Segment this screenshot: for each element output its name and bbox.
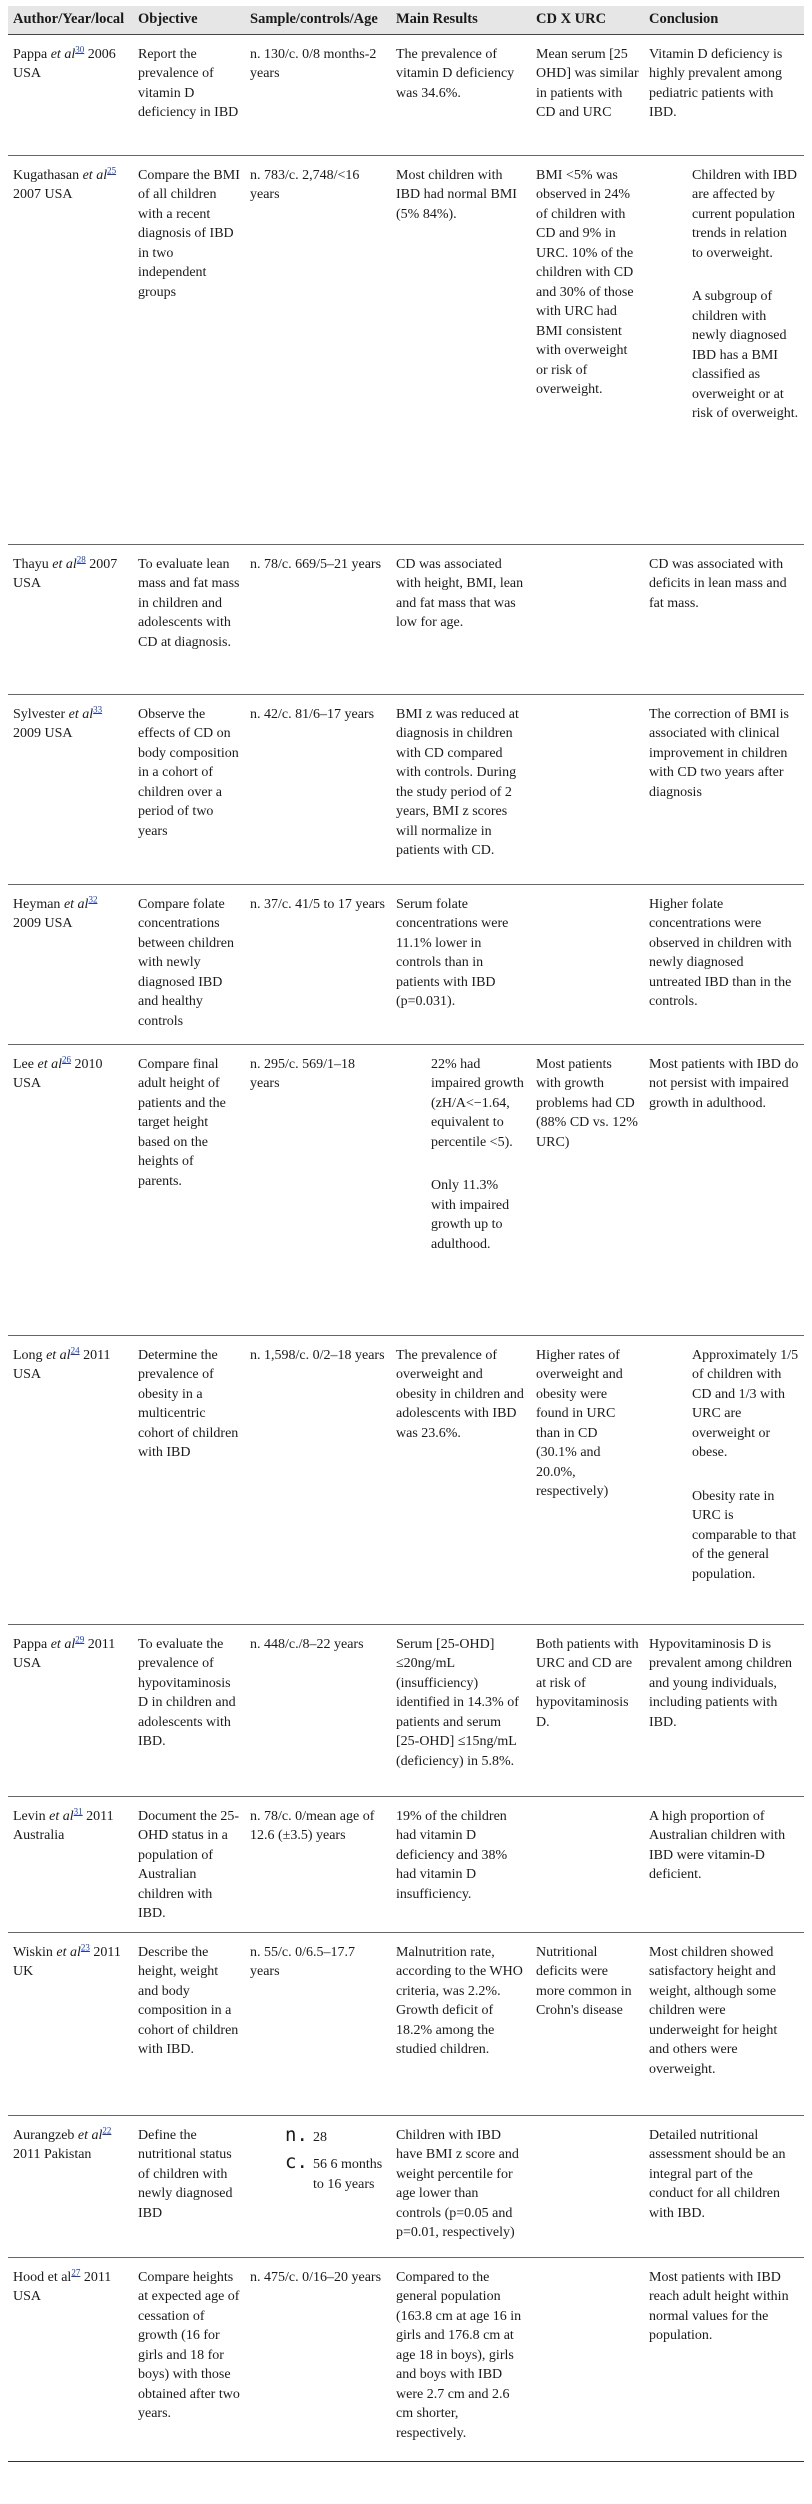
cell-cd-x-urc — [531, 2257, 644, 2461]
reference-link[interactable]: 23 — [80, 1941, 90, 1952]
studies-table — [8, 6, 804, 2462]
reference-link[interactable]: 31 — [73, 1805, 83, 1816]
cell-cd-x-urc — [531, 2115, 644, 2257]
cell-author: Thayu et al$^{28}$ 2007 USA — [8, 544, 133, 694]
cell-sample: n. 783/c. 2,748/<16 years — [245, 155, 391, 544]
cell-author: Aurangzeb et al$^{22}$ 2011 Pakistan — [8, 2115, 133, 2257]
cell-author: Hood et al$^{27}$ 2011 USA — [8, 2257, 133, 2461]
cell-sample: n. 475/c. 0/16–20 years — [245, 2257, 391, 2461]
cell-conclusion — [644, 1335, 804, 1624]
cell-results: CD was associated with height, BMI, lean and fat mass that was low for age. — [391, 544, 531, 694]
sample-n-value: 28 — [313, 2129, 327, 2145]
sample-n-line — [285, 2123, 386, 2148]
cell-results: Children with IBD have BMI z score and weight percentile for age lower than controls (p=0.05 and p=0.01, respectively) — [391, 2115, 531, 2257]
cell-cd-x-urc: Both patients with URC and CD are at risk of hypovitaminosis D. — [531, 1624, 644, 1796]
results-paragraph: 22% had impaired growth (zH/A<−1.64, equivalent to percentile <5). — [431, 1056, 524, 1150]
cell-sample: n. 295/c. 569/1–18 years — [245, 1044, 391, 1335]
cell-objective: Describe the height, weight and body composition in a cohort of children with IBD. — [133, 1932, 245, 2115]
cell-objective: Compare final adult height of patients and the target height based on the heights of parents. — [133, 1044, 245, 1335]
conclusion-paragraph: A subgroup of children with newly diagnosed IBD has a BMI classified as overweight or at risk of overweight. — [692, 289, 799, 421]
cell-objective: Define the nutritional status of children with newly diagnosed IBD — [133, 2115, 245, 2257]
cell-conclusion: The correction of BMI is associated with clinical improvement in children with CD two years after diagnosis — [644, 694, 804, 884]
reference-link[interactable]: 28 — [76, 553, 86, 564]
cell-author: Lee et al$^{26}$ 2010 USA — [8, 1044, 133, 1335]
header-cd-x-urc: CD X URC — [531, 6, 644, 34]
cell-objective: Observe the effects of CD on body composition in a cohort of children over a period of two years — [133, 694, 245, 884]
cell-sample: n. 448/c./8–22 years — [245, 1624, 391, 1796]
cell-author: Levin et al$^{31}$ 2011 Australia — [8, 1796, 133, 1932]
reference-link[interactable]: 33 — [93, 703, 103, 714]
cell-results: 19% of the children had vitamin D deficiency and 38% had vitamin D insufficiency. — [391, 1796, 531, 1932]
cell-conclusion: Hypovitaminosis D is prevalent among children and young individuals, including patients with IBD. — [644, 1624, 804, 1796]
cell-results: Serum folate concentrations were 11.1% lower in controls than in patients with IBD (p=0.031). — [391, 884, 531, 1044]
cell-objective: To evaluate lean mass and fat mass in children and adolescents with CD at diagnosis. — [133, 544, 245, 694]
cell-results: Compared to the general population (163.8 cm at age 16 in girls and 176.8 cm at age 18 in boys), girls and boys with IBD were 2.7 cm and 2.6 cm shorter, respectively. — [391, 2257, 531, 2461]
cell-results: Malnutrition rate, according to the WHO criteria, was 2.2%. Growth deficit of 18.2% among the studied children. — [391, 1932, 531, 2115]
cell-conclusion: CD was associated with deficits in lean mass and fat mass. — [644, 544, 804, 694]
table-row — [8, 155, 804, 544]
table-row — [8, 1624, 804, 1796]
header-conclusion: Conclusion — [644, 6, 804, 34]
cell-sample — [245, 2115, 391, 2257]
cell-cd-x-urc — [531, 884, 644, 1044]
header-author: Author/Year/local — [8, 6, 133, 34]
conclusion-paragraph: Children with IBD are affected by current population trends in relation to overweight. — [692, 167, 797, 261]
conclusion-paragraph: Obesity rate in URC is comparable to that of the general population. — [692, 1488, 797, 1582]
header-sample: Sample/controls/Age — [245, 6, 391, 34]
reference-link[interactable]: 26 — [61, 1053, 71, 1064]
cell-conclusion: Most children showed satisfactory height and weight, although some children were underweight for height and others were overweight. — [644, 1932, 804, 2115]
reference-link[interactable]: 27 — [71, 2266, 81, 2277]
cell-conclusion: Detailed nutritional assessment should be an integral part of the conduct for all children with IBD. — [644, 2115, 804, 2257]
cell-cd-x-urc: BMI <5% was observed in 24% of children with CD and 9% in URC. 10% of the children with CD and 30% of those with URC had BMI consistent with overweight or risk of overweight. — [531, 155, 644, 544]
table-row — [8, 1932, 804, 2115]
cell-conclusion: Most patients with IBD reach adult height within normal values for the population. — [644, 2257, 804, 2461]
sample-n-marker: n. — [285, 2123, 308, 2146]
cell-objective: Determine the prevalence of obesity in a multicentric cohort of children with IBD — [133, 1335, 245, 1624]
reference-link[interactable]: 29 — [75, 1633, 85, 1644]
cell-cd-x-urc: Nutritional deficits were more common in Crohn's disease — [531, 1932, 644, 2115]
table-row — [8, 34, 804, 155]
cell-author: Pappa et al$^{29}$ 2011 USA — [8, 1624, 133, 1796]
table-row — [8, 1796, 804, 1932]
table-row — [8, 1335, 804, 1624]
cell-objective: Compare the BMI of all children with a recent diagnosis of IBD in two independent groups — [133, 155, 245, 544]
cell-conclusion: Higher folate concentrations were observed in children with newly diagnosed untreated IBD than in the controls. — [644, 884, 804, 1044]
cell-objective: Compare heights at expected age of cessation of growth (16 for girls and 18 for boys) with those obtained after two years. — [133, 2257, 245, 2461]
cell-sample: n. 78/c. 0/mean age of 12.6 (±3.5) years — [245, 1796, 391, 1932]
reference-link[interactable]: 24 — [70, 1344, 80, 1355]
reference-link[interactable]: 25 — [107, 164, 117, 175]
cell-cd-x-urc — [531, 694, 644, 884]
cell-conclusion — [644, 155, 804, 544]
cell-objective: Report the prevalence of vitamin D deficiency in IBD — [133, 34, 245, 155]
table-row — [8, 694, 804, 884]
cell-objective: Document the 25-OHD status in a population of Australian children with IBD. — [133, 1796, 245, 1932]
cell-results: BMI z was reduced at diagnosis in children with CD compared with controls. During the study period of 2 years, BMI z scores will normalize in patients with CD. — [391, 694, 531, 884]
table-row — [8, 544, 804, 694]
cell-author: Pappa et al$^{30}$ 2006 USA — [8, 34, 133, 155]
reference-link[interactable]: 22 — [102, 2124, 112, 2135]
cell-cd-x-urc: Most patients with growth problems had CD (88% CD vs. 12% URC) — [531, 1044, 644, 1335]
reference-link[interactable]: 32 — [88, 893, 98, 904]
cell-objective: Compare folate concentrations between children with newly diagnosed IBD and healthy controls — [133, 884, 245, 1044]
cell-sample: n. 1,598/c. 0/2–18 years — [245, 1335, 391, 1624]
cell-author: Sylvester et al$^{33}$ 2009 USA — [8, 694, 133, 884]
header-results: Main Results — [391, 6, 531, 34]
cell-author: Heyman et al$^{32}$ 2009 USA — [8, 884, 133, 1044]
table-row — [8, 2257, 804, 2461]
header-row — [8, 6, 804, 34]
cell-sample: n. 55/c. 0/6.5–17.7 years — [245, 1932, 391, 2115]
cell-conclusion: Vitamin D deficiency is highly prevalent among pediatric patients with IBD. — [644, 34, 804, 155]
table-row — [8, 1044, 804, 1335]
sample-c-marker: c. — [285, 2151, 308, 2173]
cell-results: Most children with IBD had normal BMI (5% 84%). — [391, 155, 531, 544]
cell-author: Long et al$^{24}$ 2011 USA — [8, 1335, 133, 1624]
cell-sample: n. 130/c. 0/8 months-2 years — [245, 34, 391, 155]
sample-c-line — [285, 2153, 386, 2194]
cell-results — [391, 1044, 531, 1335]
cell-objective: To evaluate the prevalence of hypovitaminosis D in children and adolescents with IBD. — [133, 1624, 245, 1796]
table-row — [8, 2115, 804, 2257]
cell-sample: n. 78/c. 669/5–21 years — [245, 544, 391, 694]
cell-cd-x-urc — [531, 544, 644, 694]
cell-cd-x-urc: Mean serum [25 OHD] was similar in patients with CD and URC — [531, 34, 644, 155]
cell-conclusion: Most patients with IBD do not persist with impaired growth in adulthood. — [644, 1044, 804, 1335]
cell-cd-x-urc: Higher rates of overweight and obesity were found in URC than in CD (30.1% and 20.0%, respectively) — [531, 1335, 644, 1624]
cell-author: Kugathasan et al$^{25}$ 2007 USA — [8, 155, 133, 544]
cell-cd-x-urc — [531, 1796, 644, 1932]
cell-sample: n. 37/c. 41/5 to 17 years — [245, 884, 391, 1044]
cell-results: The prevalence of vitamin D deficiency was 34.6%. — [391, 34, 531, 155]
sample-c-value: 56 6 months to 16 years — [313, 2157, 383, 2192]
results-paragraph: Only 11.3% with impaired growth up to adulthood. — [431, 1178, 510, 1252]
cell-conclusion: A high proportion of Australian children with IBD were vitamin-D deficient. — [644, 1796, 804, 1932]
cell-results: The prevalence of overweight and obesity in children and adolescents with IBD was 23.6%. — [391, 1335, 531, 1624]
reference-link[interactable]: 30 — [75, 43, 85, 54]
conclusion-paragraph: Approximately 1/5 of children with CD and 1/3 with URC are overweight or obese. — [692, 1347, 799, 1460]
header-objective: Objective — [133, 6, 245, 34]
table-row — [8, 884, 804, 1044]
cell-author: Wiskin et al$^{23}$ 2011 UK — [8, 1932, 133, 2115]
cell-sample: n. 42/c. 81/6–17 years — [245, 694, 391, 884]
cell-results: Serum [25-OHD] ≤20ng/mL (insufficiency) identified in 14.3% of patients and serum [25-OHD] ≤15ng/mL (deficiency) in 5.8%. — [391, 1624, 531, 1796]
